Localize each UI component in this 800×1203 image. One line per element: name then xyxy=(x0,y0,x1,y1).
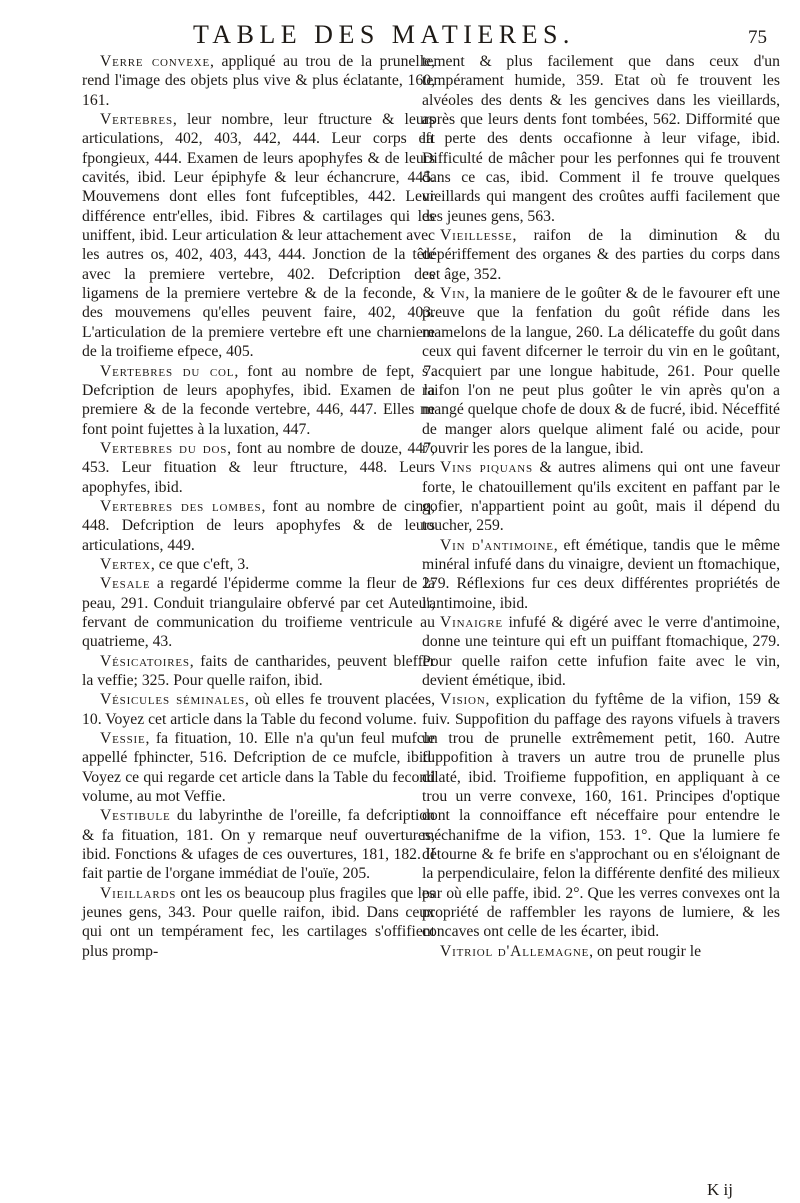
entry-heading: Vinaigre xyxy=(440,613,503,631)
entry-text: , font au nombre de fept, 7. Defcription de leurs apophyfes, ibid. Examen de la premiere & de la feconde vertebre, 446, 447. Elles ne font point fujettes à la luxation, 447. xyxy=(82,362,435,438)
entry-text: , la maniere de le goûter & de le favourer eft une preuve que la fenfation du goût réfide dans les mamelons de la langue, 260. La délicateffe du goût dans ceux qui favent difcerner le terroir du vin en le goûtant, s'acquiert par une longue habitude, 261. Pour quelle raifon l'on ne peut plus goûter le vin après qu'on a mangé quelque chofe de doux & de fucré, ibid. Néceffité de manger alors quelque aliment falé ou acide, pour r'ouvrir les pores de la langue, ibid. xyxy=(422,285,780,457)
entry-heading: Vin d'antimoine xyxy=(440,536,554,554)
entry-text: , eft émétique, tandis que le même minéral infufé dans du vinaigre, devient un ftomachique, 279. Réflexions fur ces deux différentes propriétés de l'antimoine, ibid. xyxy=(422,536,780,612)
index-entry xyxy=(422,942,780,961)
entry-text: tement & plus facilement que dans ceux d'un tempérament humide, 359. Etat où fe trouvent les alvéoles des dents & les gencives dans les vieillards, après que leurs dents font tombées, 562. Difformité que la perte des dents occafionne à leur vifage, ibid. Difficulté de mâcher pour les perfonnes qui fe trouvent dans ce cas, ibid. Comment il fe trouve quelques vieillards qui mangent des croûtes auffi facilement que des jeunes gens, 563. xyxy=(422,53,780,225)
index-entry xyxy=(82,690,435,729)
index-entry xyxy=(82,439,435,497)
entry-heading: Verre convexe xyxy=(100,53,210,70)
entry-heading: Vin xyxy=(440,285,466,303)
index-entry xyxy=(422,52,780,226)
entry-heading: Vitriol d'Allemagne xyxy=(440,942,590,960)
signature-mark: K ij xyxy=(707,1180,733,1199)
entry-heading: Vertex xyxy=(100,555,151,573)
entry-text: , leur nombre, leur ftructure & leurs articulations, 402, 403, 442, 444. Leur corps eft fpongieux, 444. Examen de leurs apophyfes & de leurs cavités, ibid. Leur épiphyfe & leur échancrure, 445. Mouvemens dont elles font fufceptibles, 442. Leur différence entr'elles, ibid. Fibres & cartilages qui les uniffent, ibid. Leur articulation & leur attachement avec les autres os, 402, 403, 443, 444. Jonction de la tête avec la premiere vertebre, 402. Defcription des ligamens de la premiere vertebre & de la feconde, & des mouvemens qu'elles peuvent faire, 402, 403. L'articulation de la premiere vertebre eft une charniere de la troifieme efpece, 405. xyxy=(82,111,435,361)
entry-heading: Vésicules séminales xyxy=(100,691,246,709)
entry-heading: Vestibule xyxy=(100,807,171,825)
entry-heading: Vertebres du col xyxy=(100,362,235,380)
index-entry xyxy=(82,497,435,555)
index-entry xyxy=(422,458,780,535)
entry-text: , faits de cantharides, peuvent bleffer la veffie; 325. Pour quelle raifon, ibid. xyxy=(82,652,435,689)
entry-text: ont les os beaucoup plus fragiles que les jeunes gens, 343. Pour quelle raifon, ibid. Dans ceux qui ont un tempérament fec, les cartilages s'offifient plus promp- xyxy=(82,884,435,960)
entry-heading: Vieillards xyxy=(100,884,177,902)
entry-text: , on peut rougir le xyxy=(589,942,702,960)
index-entry xyxy=(82,884,435,961)
entry-heading: Vision xyxy=(440,691,486,709)
entry-heading: Vésicatoires xyxy=(100,652,190,670)
entry-text: infufé & digéré avec le verre d'antimoine, donne une teinture qui eft un puiffant ftomachique, 279. Pour quelle raifon cette infufion faite avec le vin, devient émétique, ibid. xyxy=(422,613,780,689)
entry-text: , appliqué au trou de la prunelle, rend l'image des objets plus vive & plus éclatante, 160, 161. xyxy=(82,53,435,109)
page-number: 75 xyxy=(748,27,767,48)
right-column xyxy=(422,52,780,961)
entry-text: , où elles fe trouvent placées, 10. Voyez cet article dans la Table du fecond volume. xyxy=(82,691,436,728)
entry-text: a regardé l'épiderme comme la fleur de la peau, 291. Conduit triangulaire obfervé par cet Auteur, fervant de communication du troifieme ventricule au quatrieme, 43. xyxy=(82,575,435,651)
entry-text: , raifon de la diminution & du dépériffement des organes & des parties du corps dans cet âge, 352. xyxy=(422,227,780,283)
index-entry xyxy=(422,284,780,458)
index-entry xyxy=(82,362,435,439)
entry-heading: Vertebres xyxy=(100,111,173,129)
entry-heading: Vessie xyxy=(100,730,146,748)
entry-text: , font au nombre de cinq, 448. Defcription de leurs apophyfes & de leurs articulations, 449. xyxy=(82,497,435,554)
entry-text: , ce que c'eft, 3. xyxy=(150,555,250,573)
entry-heading: Vesale xyxy=(100,575,151,593)
index-entry xyxy=(82,806,435,883)
left-column xyxy=(82,52,435,961)
entry-text: , explication du fyftême de la vifion, 159 & fuiv. Suppofition du paffage des rayons vifuels à travers un trou de prunelle extrêmement petit, 160. Autre fuppofition à travers un autre trou de prunelle plus dilaté, ibid. Troifieme fuppofition, en appliquant à ce trou un verre convexe, 160, 161. Principes d'optique dont la connoiffance eft néceffaire pour entendre le méchanifme de la vifion, 153. 1°. Que la lumiere fe détourne & fe brife en s'approchant ou en s'éloignant de la perpendiculaire, felon la différente denfité des milieux par où elle paffe, ibid. 2°. Que les verres convexes ont la propriété de raffembler les rayons de lumiere, & les concaves ont celle de les écarter, ibid. xyxy=(422,691,780,941)
entry-text: , fa fituation, 10. Elle n'a qu'un feul mufcle appellé fphincter, 516. Defcription de ce mufcle, ibid. Voyez ce qui regarde cet article dans la Table du fecond volume, au mot Veffie. xyxy=(82,730,435,806)
entry-heading: Vertebres du dos xyxy=(100,439,228,457)
index-entry xyxy=(422,613,780,690)
index-entry xyxy=(82,555,435,574)
index-entry xyxy=(422,690,780,941)
entry-heading: Vertebres des lombes xyxy=(100,497,262,515)
page-title: TABLE DES MATIERES. xyxy=(193,20,575,49)
index-entry xyxy=(422,536,780,613)
index-entry xyxy=(422,226,780,284)
index-entry xyxy=(82,52,435,110)
index-entry xyxy=(82,652,435,691)
entry-heading: Vins piquans xyxy=(440,459,533,477)
entry-text: & autres alimens qui ont une faveur forte, le chatouillement qu'ils excitent en paffant par le gofier, n'appartient point au goût, mais il dépend du toucher, 259. xyxy=(422,459,781,535)
entry-text: du labyrinthe de l'oreille, fa defcription & fa fituation, 181. On y remarque neuf ouvertures, ibid. Fonctions & ufages de ces ouvertures, 181, 182. Il fait partie de l'organe immédiat de l'ouïe, 205. xyxy=(82,807,435,883)
entry-heading: Vieillesse xyxy=(440,227,513,245)
index-entry xyxy=(82,110,435,361)
entry-text: , font au nombre de douze, 447, 453. Leur fituation & leur ftructure, 448. Leurs apophyfes, ibid. xyxy=(82,439,435,496)
index-entry xyxy=(82,729,435,806)
index-entry xyxy=(82,574,435,651)
